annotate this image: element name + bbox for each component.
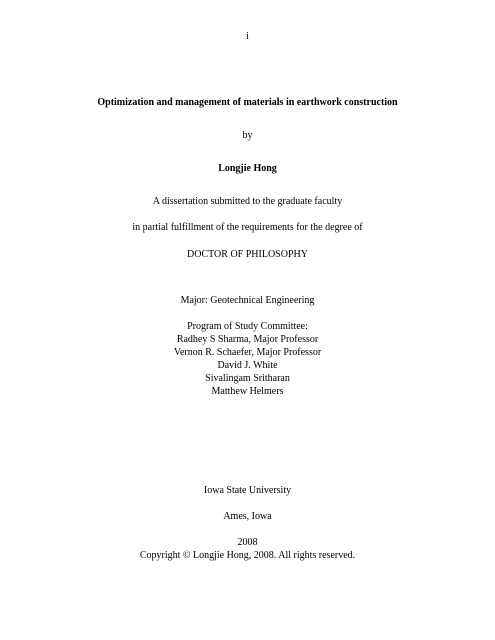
page-number: i (246, 31, 249, 42)
degree-name: DOCTOR OF PHILOSOPHY (187, 249, 308, 260)
committee-member: Matthew Helmers (211, 386, 284, 397)
author-name: Longjie Hong (218, 163, 277, 174)
university-name: Iowa State University (203, 485, 292, 496)
committee-member: Sivalingam Sritharan (205, 373, 290, 384)
by-label: by (242, 130, 253, 141)
copyright-notice: Copyright © Longjie Hong, 2008. All rights reserved. (139, 550, 356, 561)
dissertation-title: Optimization and management of materials in earthwork construction (97, 97, 398, 108)
year: 2008 (237, 537, 258, 548)
location: Ames, Iowa (223, 511, 272, 522)
major-field: Major: Geotechnical Engineering (180, 295, 315, 306)
statement-line-1: A dissertation submitted to the graduate faculty (152, 196, 343, 207)
committee-member: David J. White (217, 360, 278, 371)
committee-member: Vernon R. Schaefer, Major Professor (173, 347, 322, 358)
statement-line-2: in partial fulfillment of the requirements for the degree of (132, 222, 363, 233)
committee-member: Radhey S Sharma, Major Professor (176, 334, 319, 345)
committee-heading: Program of Study Committee: (187, 321, 308, 332)
